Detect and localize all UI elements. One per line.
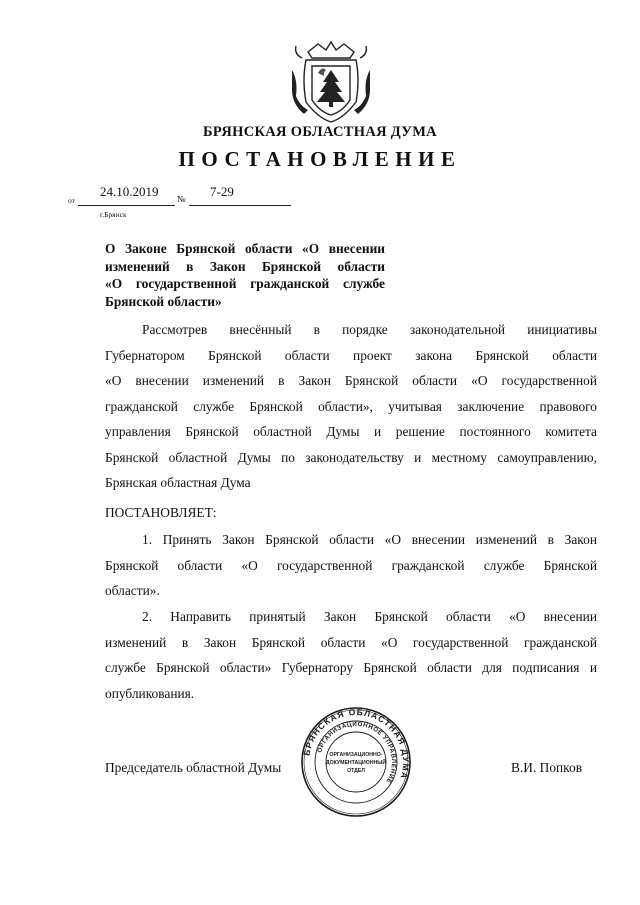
document-date: 24.10.2019 [100, 184, 159, 199]
number-label: № [177, 194, 186, 204]
body-line: Рассмотрев внесённый в порядке законодательной инициативы [142, 322, 597, 337]
coat-of-arms-emblem [290, 40, 372, 124]
subject-heading [105, 240, 385, 310]
body-line: гражданской службе Брянской области», учитывая заключение правового [105, 398, 597, 414]
preamble-paragraph [105, 317, 597, 496]
document-number: 7-29 [210, 184, 234, 199]
body-line: Брянской области «О государственной гражданской службе Брянской [105, 557, 597, 573]
body-line: «О внесении изменений в Закон Брянской области «О государственной [105, 373, 597, 388]
city-label: г.Брянск [100, 210, 127, 219]
heading-line: «О государственной гражданской службе [105, 276, 385, 291]
body-line: изменений в Закон Брянской области «О государственной гражданской [105, 634, 597, 650]
svg-text:ОРГАНИЗАЦИОННО-: ОРГАНИЗАЦИОННО- [329, 752, 383, 758]
svg-text:ОРГАНИЗАЦИОННОЕ УПРАВЛЕНИЕ: ОРГАНИЗАЦИОННОЕ УПРАВЛЕНИЕ [316, 720, 398, 785]
body-line: Брянская областная Дума [105, 475, 251, 490]
body-line: управления Брянской областной Думы и решение постоянного комитета [105, 424, 597, 439]
body-line: Брянской областной Думы по законодательству и местному самоуправлению, [105, 449, 597, 465]
svg-text:ОТДЕЛ: ОТДЕЛ [347, 768, 365, 774]
body-line: 2. Направить принятый Закон Брянской области «О внесении [142, 609, 597, 624]
heading-line: изменений в Закон Брянской области [105, 258, 385, 274]
heading-line: Брянской области» [105, 293, 222, 309]
number-underline [189, 205, 291, 206]
resolves-label: ПОСТАНОВЛЯЕТ: [105, 505, 217, 520]
body-line: Губернатором Брянской области проект закона Брянской области [105, 347, 597, 363]
resolution-item-1 [105, 527, 597, 604]
resolution-item-2 [105, 604, 597, 706]
svg-text:БРЯНСКАЯ ОБЛАСТНАЯ ДУМА: БРЯНСКАЯ ОБЛАСТНАЯ ДУМА [301, 706, 412, 781]
body-line: 1. Принять Закон Брянской области «О внесении изменений в Закон [142, 532, 597, 547]
signatory-name: В.И. Попков [511, 760, 583, 775]
signatory-position: Председатель областной Думы [105, 760, 282, 775]
body-line: области». [105, 583, 160, 598]
body-line: опубликования. [105, 685, 195, 701]
document-type-title: ПОСТАНОВЛЕНИЕ [178, 147, 462, 171]
official-seal-stamp [300, 706, 412, 818]
body-line: службе Брянской области» Губернатору Брянской области для подписания и [105, 660, 597, 675]
organization-name: БРЯНСКАЯ ОБЛАСТНАЯ ДУМА [203, 124, 437, 140]
date-from-label: от [68, 196, 75, 205]
heading-line: О Законе Брянской области «О внесении [105, 241, 385, 256]
date-underline [78, 205, 175, 206]
svg-text:ДОКУМЕНТАЦИОННЫЙ: ДОКУМЕНТАЦИОННЫЙ [325, 760, 387, 766]
